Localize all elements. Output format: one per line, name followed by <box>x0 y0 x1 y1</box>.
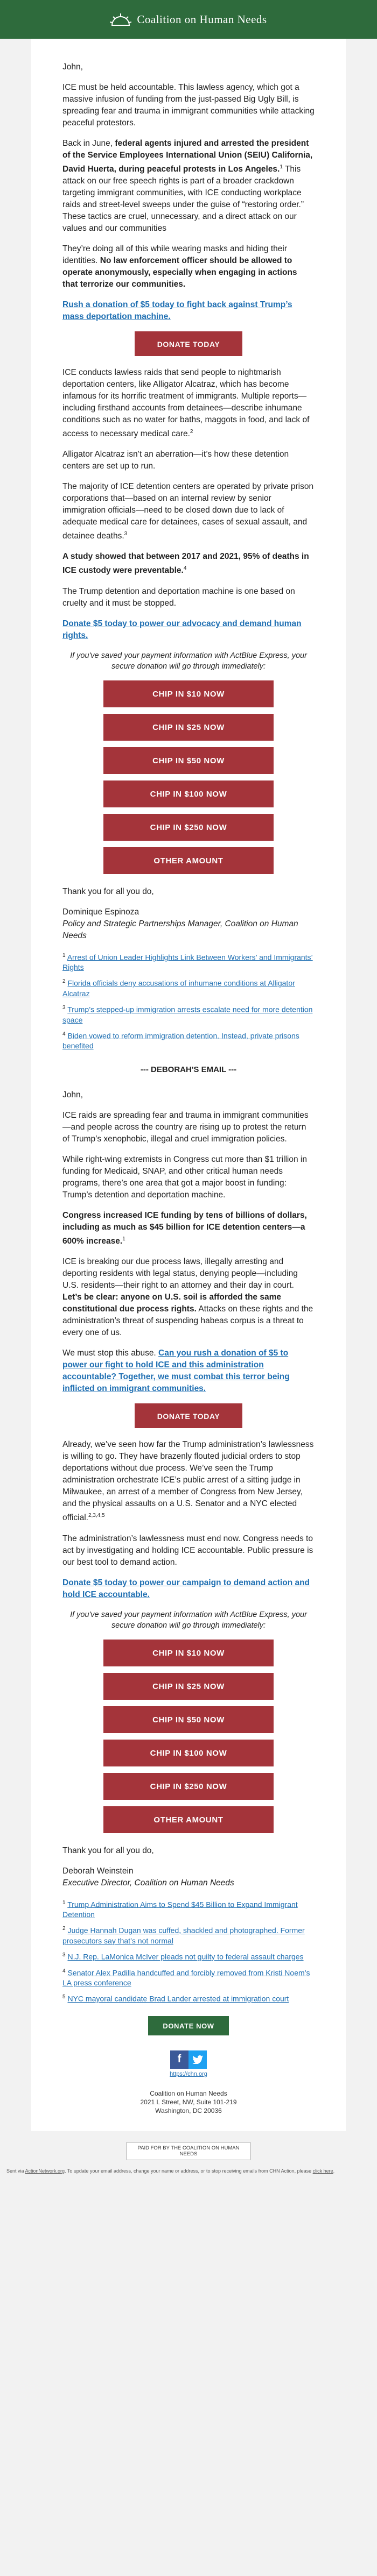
facebook-icon[interactable]: f <box>170 2050 188 2069</box>
paragraph: ICE raids are spreading fear and trauma in immigrant communities—and people across the country are rising up to protest the return of Trump’s xenophobic, illegal and cruel immigration policies. <box>62 1111 309 1144</box>
footnote: $^1$ Arrest of Union Leader Highlights Link Between Workers’ and Immigrants’ Rights <box>62 952 313 972</box>
footnote: $^3$ N.J. Rep. LaMonica McIver pleads not guilty to federal assault charges <box>62 1951 304 1961</box>
chip-in-100-button[interactable]: CHIP IN $100 NOW <box>103 1740 274 1766</box>
paragraph: We must stop this abuse. Can you rush a donation of $5 to power our fight to hold ICE and this administration accountable? Together, we must combat this terror being inflicted on immigrant communities. <box>62 1349 290 1394</box>
chip-in-10-button[interactable]: CHIP IN $10 NOW <box>103 1640 274 1666</box>
small-print: Sent via ActionNetwork.org. To update your email address, change your name or address, or to stop receiving emails from CHN Action, please click here. <box>6 2168 335 2174</box>
paragraph: A study showed that between 2017 and 2021, 95% of deaths in ICE custody were preventable.$^4$ <box>62 552 309 576</box>
paid-for-disclaimer: PAID FOR BY THE COALITION ON HUMAN NEEDS <box>127 2142 250 2160</box>
chip-in-25-button[interactable]: CHIP IN $25 NOW <box>103 714 274 741</box>
org-logo[interactable] <box>110 12 267 26</box>
signer-name: Deborah Weinstein <box>62 1866 134 1876</box>
email-divider: --- DEBORAH'S EMAIL --- <box>140 1065 237 1075</box>
footnote: $^5$ NYC mayoral candidate Brad Lander arrested at immigration court <box>62 1994 289 2003</box>
signer-name: Dominique Espinoza <box>62 907 139 917</box>
org-name: Coalition on Human Needs <box>137 12 267 26</box>
thanks: Thank you for all you do, <box>62 1846 154 1855</box>
greeting: John, <box>62 1090 83 1100</box>
paragraph: Back in June, federal agents injured and arrested the president of the Service Employees International Union (SEIU) California, David Huerta, during peaceful protests in Los Angeles.$^1$ This attack on our free speech rights is part of a broader crackdown targeting immigrant communities, with ICE conducting workplace raids and street-level sweeps under the guise of “restoring order.” These tactics are cruel, unnecessary, and a direct attack on our values and our communities <box>62 139 313 233</box>
signature <box>62 1865 315 1889</box>
footnote-link[interactable]: N.J. Rep. LaMonica McIver pleads not guilty to federal assault charges <box>67 1952 304 1961</box>
chip-in-50-button[interactable]: CHIP IN $50 NOW <box>103 747 274 774</box>
paragraph: Congress increased ICE funding by tens of billions of dollars, including as much as $45 billion for ICE detention centers—a 600% increase.$^1$ <box>62 1211 307 1246</box>
chip-in-100-button[interactable]: CHIP IN $100 NOW <box>103 780 274 807</box>
twitter-icon[interactable] <box>188 2050 207 2069</box>
footnotes <box>62 1898 315 2004</box>
donate-today-button[interactable]: DONATE TODAY <box>135 331 242 356</box>
other-amount-button[interactable]: OTHER AMOUNT <box>103 1806 274 1833</box>
paragraph <box>62 1577 315 1601</box>
footnote: $^4$ Biden vowed to reform immigration detention. Instead, private prisons benefited <box>62 1031 299 1051</box>
footnote: $^3$ Trump’s stepped-up immigration arrests escalate need for more detention space <box>62 1004 313 1024</box>
address-line: 2021 L Street, NW, Suite 101-219 <box>140 2098 237 2106</box>
footnote-link[interactable]: Judge Hannah Dugan was cuffed, shackled and photographed. Former prosecutors say that’s not normal <box>62 1926 305 1945</box>
footnote: $^2$ Florida officials deny accusations of inhumane conditions at Alligator Alcatraz <box>62 978 295 998</box>
chip-in-25-button[interactable]: CHIP IN $25 NOW <box>103 1673 274 1700</box>
actblue-note: If you've saved your payment information with ActBlue Express, your secure donation will go through immediately: <box>70 651 307 671</box>
website-link-wrap <box>62 2071 315 2077</box>
paragraph: The Trump detention and deportation machine is one based on cruelty and it must be stopped. <box>62 586 295 608</box>
paragraph: ICE conducts lawless raids that send people to nightmarish deportation centers, like Alligator Alcatraz, which has become infamous for its horrific treatment of immigrants. Multiple reports—including firsthand accounts from detainees—describe inhumane conditions such as no water for baths, maggots in food, and lack of access to necessary medical care.$^2$ <box>62 368 310 439</box>
footnote-link[interactable]: Florida officials deny accusations of inhumane conditions at Alligator Alcatraz <box>62 978 295 998</box>
header-bar <box>0 0 377 39</box>
chip-in-250-button[interactable]: CHIP IN $250 NOW <box>103 1773 274 1800</box>
rush-donation-link[interactable]: Rush a donation of $5 today to fight back against Trump’s mass deportation machine. <box>62 300 292 322</box>
footnote: $^4$ Senator Alex Padilla handcuffed and forcibly removed from Kristi Noem’s LA press conference <box>62 1968 310 1988</box>
rush-donation-link[interactable]: Can you rush a donation of $5 to power our fight to hold ICE and this administration accountable? Together, we must combat this terror being inflicted on immigrant communities. <box>62 1349 290 1394</box>
thanks: Thank you for all you do, <box>62 886 154 896</box>
sunrise-logo-icon <box>110 12 131 26</box>
paragraph <box>62 299 315 323</box>
unsubscribe-link[interactable]: click here <box>312 2168 333 2174</box>
chip-in-10-button[interactable]: CHIP IN $10 NOW <box>103 680 274 707</box>
social-links <box>62 2050 315 2069</box>
paragraph: They’re doing all of this while wearing masks and hiding their identities. No law enforcement officer should be allowed to operate anonymously, especially when engaging in actions that terrorize our communities. <box>62 244 297 289</box>
chip-in-50-button[interactable]: CHIP IN $50 NOW <box>103 1706 274 1733</box>
greeting: John, <box>62 62 83 72</box>
footnote-link[interactable]: Arrest of Union Leader Highlights Link Between Workers’ and Immigrants’ Rights <box>62 953 313 972</box>
actionnetwork-link[interactable]: ActionNetwork.org <box>25 2168 65 2174</box>
paragraph: ICE is breaking our due process laws, illegally arresting and deporting residents with legal status, denying people—including U.S. residents—their right to an attorney and their day in court. Let’s be clear: anyone on U.S. soil is afforded the same constitutional due process rights. Attacks on these rights and the administration’s threat of suspending habeas corpus is a threat to every one of us. <box>62 1257 313 1338</box>
signature <box>62 906 315 942</box>
donate-5-link[interactable]: Donate $5 today to power our campaign to demand action and hold ICE accountable. <box>62 1578 310 1599</box>
paragraph: Already, we’ve seen how far the Trump administration’s lawlessness is willing to go. They have brazenly flouted judicial orders to stop deportations without due process. We’ve seen the Trump administration orchestrate ICE’s public arrest of a sitting judge in Milwaukee, an arrest of a member of Congress from New Jersey, and the physical assaults on a U.S. Senator and a NYC elected official.$^{2,3,4,5}$ <box>62 1440 314 1523</box>
website-link[interactable]: https://chn.org <box>170 2070 207 2077</box>
paragraph: Alligator Alcatraz isn’t an aberration—it’s how these detention centers are set up to run. <box>62 450 289 471</box>
other-amount-button[interactable]: OTHER AMOUNT <box>103 847 274 874</box>
footnote: $^2$ Judge Hannah Dugan was cuffed, shackled and photographed. Former prosecutors say that’s not normal <box>62 1926 305 1945</box>
address-line: Washington, DC 20036 <box>155 2106 222 2114</box>
footnote: $^1$ Trump Administration Aims to Spend $45 Billion to Expand Immigrant Detention <box>62 1899 298 1919</box>
paragraph <box>62 618 315 642</box>
donate-5-link[interactable]: Donate $5 today to power our advocacy and demand human rights. <box>62 619 302 640</box>
footnote-link[interactable]: Trump’s stepped-up immigration arrests escalate need for more detention space <box>62 1005 313 1024</box>
signer-title: Executive Director, Coalition on Human Needs <box>62 1878 234 1887</box>
footnote-link[interactable]: Trump Administration Aims to Spend $45 Billion to Expand Immigrant Detention <box>62 1900 298 1919</box>
donate-now-button[interactable]: DONATE NOW <box>148 2016 229 2035</box>
signer-title: Policy and Strategic Partnerships Manager, Coalition on Human Needs <box>62 919 298 940</box>
bird-icon <box>192 2055 203 2064</box>
address-line: Coalition on Human Needs <box>150 2089 227 2097</box>
donate-today-button[interactable]: DONATE TODAY <box>135 1403 242 1428</box>
email-body <box>31 39 346 2131</box>
paragraph: The majority of ICE detention centers are operated by private prison corporations that—based on an internal review by senior immigration officials—need to be closed down due to lack of adequate medical care for detainees, cases of sexual assault, and detainee deaths.$^3$ <box>62 482 314 541</box>
paragraph: The administration’s lawlessness must end now. Congress needs to act by investigating and holding ICE accountable. Public pressure is our best tool to demand action. <box>62 1534 313 1567</box>
footnotes <box>62 950 315 1052</box>
footnote-link[interactable]: Senator Alex Padilla handcuffed and forcibly removed from Kristi Noem’s LA press conference <box>62 1968 310 1988</box>
footnote-link[interactable]: Biden vowed to reform immigration detention. Instead, private prisons benefited <box>62 1031 299 1051</box>
footer-address <box>62 2089 315 2115</box>
actblue-note: If you've saved your payment information with ActBlue Express, your secure donation will go through immediately: <box>70 1610 307 1630</box>
paragraph: ICE must be held accountable. This lawless agency, which got a massive infusion of funding from the just-passed Big Ugly Bill, is spreading fear and trauma in immigrant communities while attacking peaceful protestors. <box>62 83 315 127</box>
chip-in-250-button[interactable]: CHIP IN $250 NOW <box>103 814 274 841</box>
footnote-link[interactable]: NYC mayoral candidate Brad Lander arrested at immigration court <box>67 1994 289 2003</box>
paragraph: While right-wing extremists in Congress cut more than $1 trillion in funding for Medicaid, SNAP, and other critical human needs programs, there’s one area that got a major boost in funding: Trump’s detention and deportation machine. <box>62 1155 307 1200</box>
